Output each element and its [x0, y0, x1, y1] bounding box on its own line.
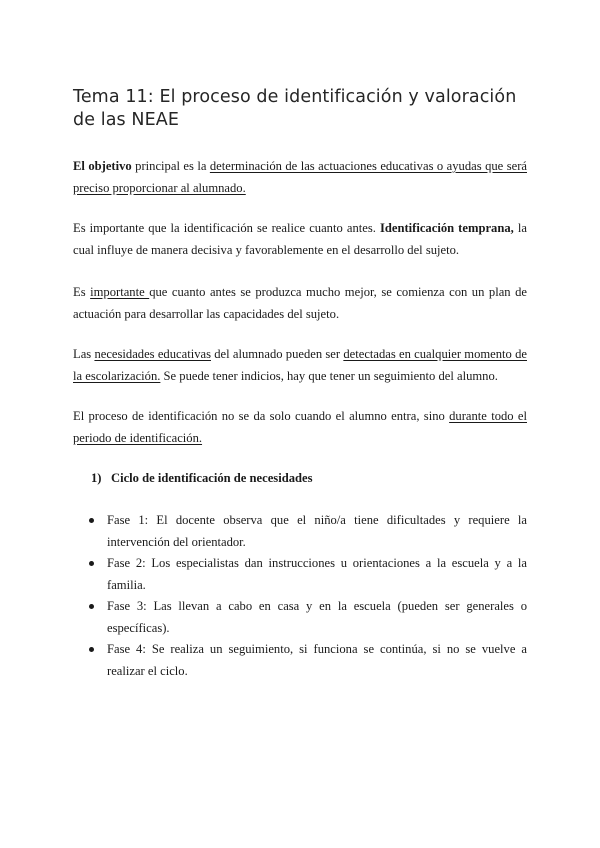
plain-text: Es importante que la identificación se realice cuanto antes. — [73, 221, 380, 235]
list-item — [73, 510, 527, 553]
plain-text: que cuanto antes se produzca mucho mejor, se comienza con un plan de actuación para desarrollar las capacidades del sujeto. — [73, 285, 527, 321]
bullet-icon — [89, 561, 94, 566]
plain-text: Se puede tener indicios, hay que tener un seguimiento del alumno. — [160, 369, 498, 383]
bullet-icon — [89, 518, 94, 523]
bold-text: El objetivo — [73, 159, 132, 173]
plain-text: Es — [73, 285, 91, 299]
plain-text: principal es la — [131, 159, 210, 173]
underlined-text: durante todo el periodo de identificación. — [73, 409, 527, 445]
underlined-text: determinación de las actuaciones educativas o ayudas que será preciso proporcionar al alumnado. — [73, 159, 527, 195]
plain-text: la cual influye de manera decisiva y favorablemente en el desarrollo del sujeto. — [73, 221, 527, 257]
list-item — [73, 639, 527, 682]
bullet-icon — [89, 647, 94, 652]
section-title: Ciclo de identificación de necesidades — [111, 471, 313, 485]
paragraph-early-identification — [73, 217, 527, 261]
list-item-text: Fase 1: El docente observa que el niño/a tiene dificultades y requiere la intervención del orientador. — [107, 513, 527, 549]
list-item-text: Fase 2: Los especialistas dan instrucciones u orientaciones a la escuela y a la familia. — [107, 556, 527, 592]
paragraph-identification-process — [73, 405, 527, 449]
list-item — [73, 596, 527, 639]
document-title: Tema 11: El proceso de identificación y valoración de las NEAE — [73, 87, 517, 130]
plain-text: del alumnado pueden ser — [210, 347, 344, 361]
list-item-text: Fase 3: Las llevan a cabo en casa y en la escuela (pueden ser generales o específicas). — [107, 599, 527, 635]
section-number: 1) — [91, 471, 102, 485]
list-item-text: Fase 4: Se realiza un seguimiento, si funciona se continúa, si no se vuelve a realizar el ciclo. — [107, 642, 527, 678]
paragraph-objective — [73, 155, 527, 199]
bold-text: Identificación temprana, — [379, 221, 514, 235]
underlined-text: importante — [90, 285, 150, 299]
underlined-text: necesidades educativas — [94, 347, 211, 361]
paragraph-educational-needs — [73, 343, 527, 387]
plain-text: El proceso de identificación no se da solo cuando el alumno entra, sino — [73, 409, 450, 423]
section-heading — [91, 467, 313, 489]
phase-list — [73, 510, 527, 682]
underlined-text: detectadas en cualquier momento de la escolarización. — [73, 347, 527, 383]
list-item — [73, 553, 527, 596]
plain-text: Las — [73, 347, 95, 361]
bullet-icon — [89, 604, 94, 609]
paragraph-importance — [73, 281, 527, 325]
